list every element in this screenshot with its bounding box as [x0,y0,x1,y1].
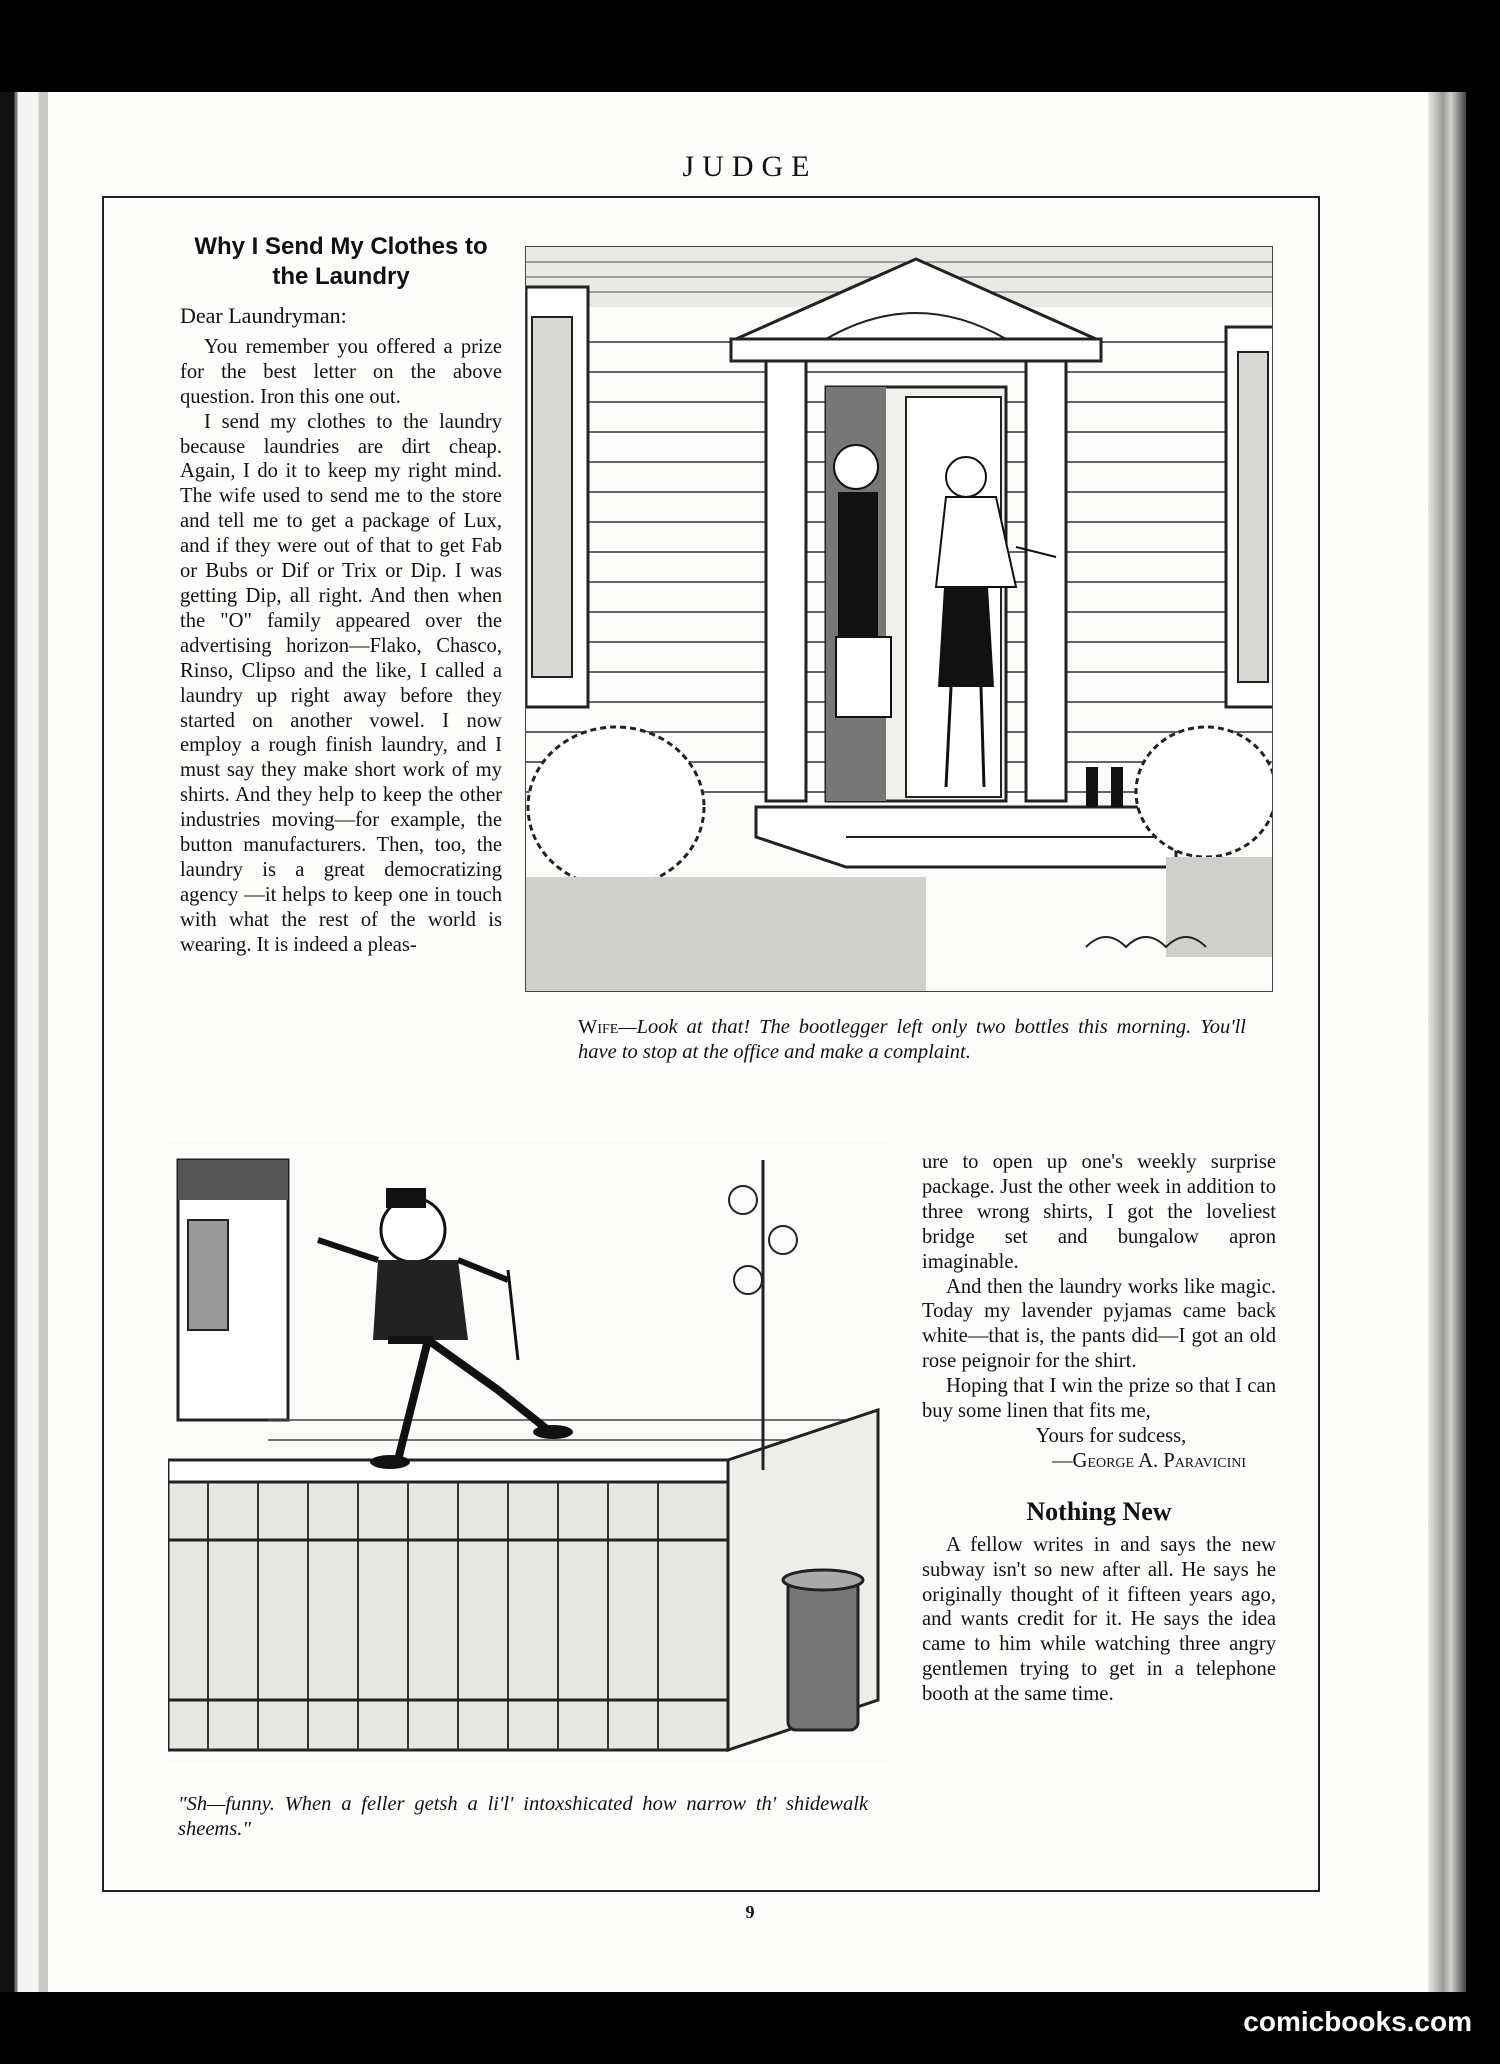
article-paragraph: You remember you offered a prize for the best letter on the above question. Iron this one out. [180,335,502,408]
cartoon-1-caption [578,1015,1246,1065]
nothing-new-title: Nothing New [1026,1496,1172,1526]
page-number: 9 [745,1902,755,1922]
article-right-column [922,1150,1276,1707]
salutation: Dear Laundryman: [180,303,347,328]
page-stack-edge-right [1428,92,1466,1992]
binding-edge-left [0,92,48,1992]
letter-signature: —George A. Paravicini [1051,1449,1246,1472]
article-title: Why I Send My Clothes to the Laundry [194,233,488,290]
article-paragraph: Hoping that I win the prize so that I can buy some linen that fits me, [922,1375,1276,1423]
cartoon-2-caption: "Sh—funny. When a feller getsh a li'l' intoxshicated how narrow th' shidewalk sheems." [178,1793,868,1840]
letter-closing: Yours for sudcess, [1035,1424,1187,1447]
fence-drawing [168,1140,894,1764]
caption-text: —Look at that! The bootlegger left only two bottles this morning. You'll have to stop at the office and make a complaint. [578,1016,1246,1063]
cartoon-doorway-illustration [525,246,1273,992]
caption-speaker: Wife [578,1016,619,1038]
article-paragraph: ure to open up one's weekly surprise package. Just the other week in addition to three wrong shirts, I got the loveliest bridge set and bungalow apron imaginable. [922,1151,1276,1273]
cartoon-fence-illustration [168,1140,894,1764]
article-paragraph: And then the laundry works like magic. Today my lavender pyjamas came back white—that is, the pants did—I got an old rose peignoir for the shirt. [922,1275,1276,1373]
watermark: comicbooks.com [1243,2006,1472,2037]
running-head: JUDGE [682,150,818,183]
doorway-drawing [526,247,1273,992]
article-left-column [180,232,502,958]
nothing-new-text: A fellow writes in and says the new subway isn't so new after all. He says he originally thought of it fifteen years ago, and wants credit for it. He says the idea came to him while watching three angry gentlemen trying to get in a telephone booth at the same time. [922,1533,1276,1706]
article-paragraph: I send my clothes to the laundry because laundries are dirt cheap. Again, I do it to keep my right mind. The wife used to send me to the store and tell me to get a package of Lux, and if they were out of that to get Fab or Bubs or Dif or Trix or Dip. I was getting Dip, all right. And then when the "O" family appeared over the advertising horizon—Flako, Chasco, Rinso, Clipso and the like, I called a laundry up right away before they started on another vowel. I now employ a rough finish laundry, and I must say they make short work of my shirts. And they help to keep the other industries moving—for example, the button manufacturers. Then, too, the laundry is a great democratizing agency —it helps to keep one in touch with what the rest of the world is wearing. It is indeed a pleas- [180,410,502,956]
nothing-new-section [922,1496,1276,1707]
